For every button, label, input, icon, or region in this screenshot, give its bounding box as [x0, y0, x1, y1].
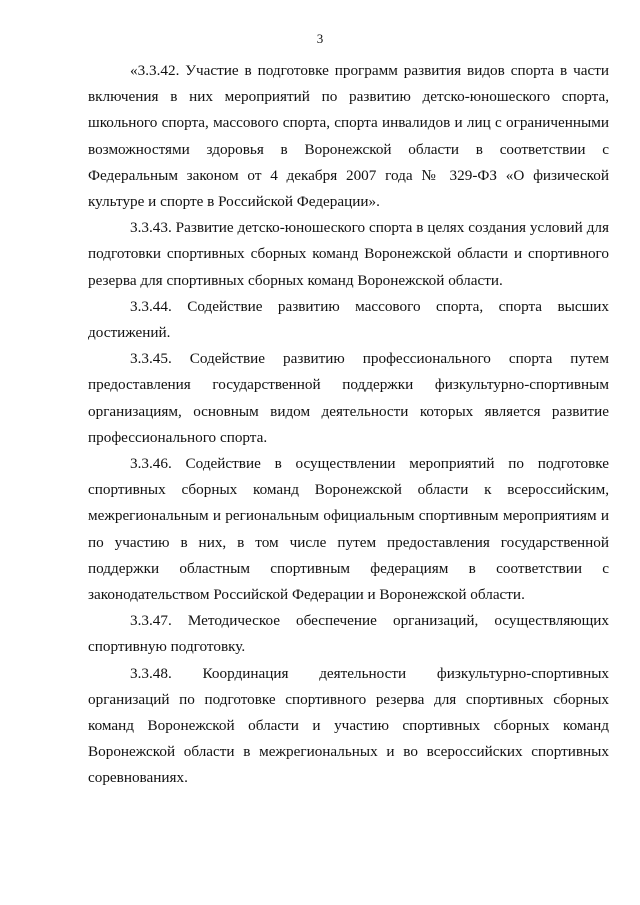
paragraph-3-3-47: 3.3.47. Методическое обеспечение организаций, осуществляющих спортивную подготовку. — [88, 612, 609, 656]
paragraph-3-3-46: 3.3.46. Содействие в осуществлении мероприятий по подготовке спортивных сборных команд Воронежской области к всероссийским, межрегиональным и региональным официальным спортивным мероприятиям и по участию в них, в том числе путем предоставления государственной поддержки областным спортивным федерациям в соответствии с законодательством Российской Федерации и Воронежской области. — [88, 455, 609, 604]
paragraph-3-3-44: 3.3.44. Содействие развитию массового спорта, спорта высших достижений. — [88, 297, 609, 342]
paragraph-3-3-42: «3.3.42. Участие в подготовке программ развития видов спорта в части включения в них мероприятий по развитию детско-юношеского спорта, школьного спорта, массового спорта, спорта инвалидов и лиц с ограниченными возможностями здоровья в Воронежской области в соответствии с Федеральным законом от 4 декабря 2007 года № 329-ФЗ «О физической культуре и спорте в Российской Федерации». — [88, 62, 609, 211]
document-body — [88, 58, 609, 792]
page-number: 3 — [316, 31, 324, 46]
paragraph-3-3-45: 3.3.45. Содействие развитию профессионального спорта путем предоставления государственной поддержки физкультурно-спортивным организациям, основным видом деятельности которых является развитие профессионального спорта. — [88, 350, 609, 446]
paragraph-3-3-43: 3.3.43. Развитие детско-юношеского спорта в целях создания условий для подготовки спортивных сборных команд Воронежской области и спортивного резерва для спортивных сборных команд Воронежской области. — [88, 219, 609, 289]
paragraph-3-3-48: 3.3.48. Координация деятельности физкультурно-спортивных организаций по подготовке спортивного резерва для спортивных сборных команд Воронежской области и участию спортивных сборных команд Воронежской области в межрегиональных и во всероссийских спортивных соревнованиях. — [88, 664, 609, 787]
